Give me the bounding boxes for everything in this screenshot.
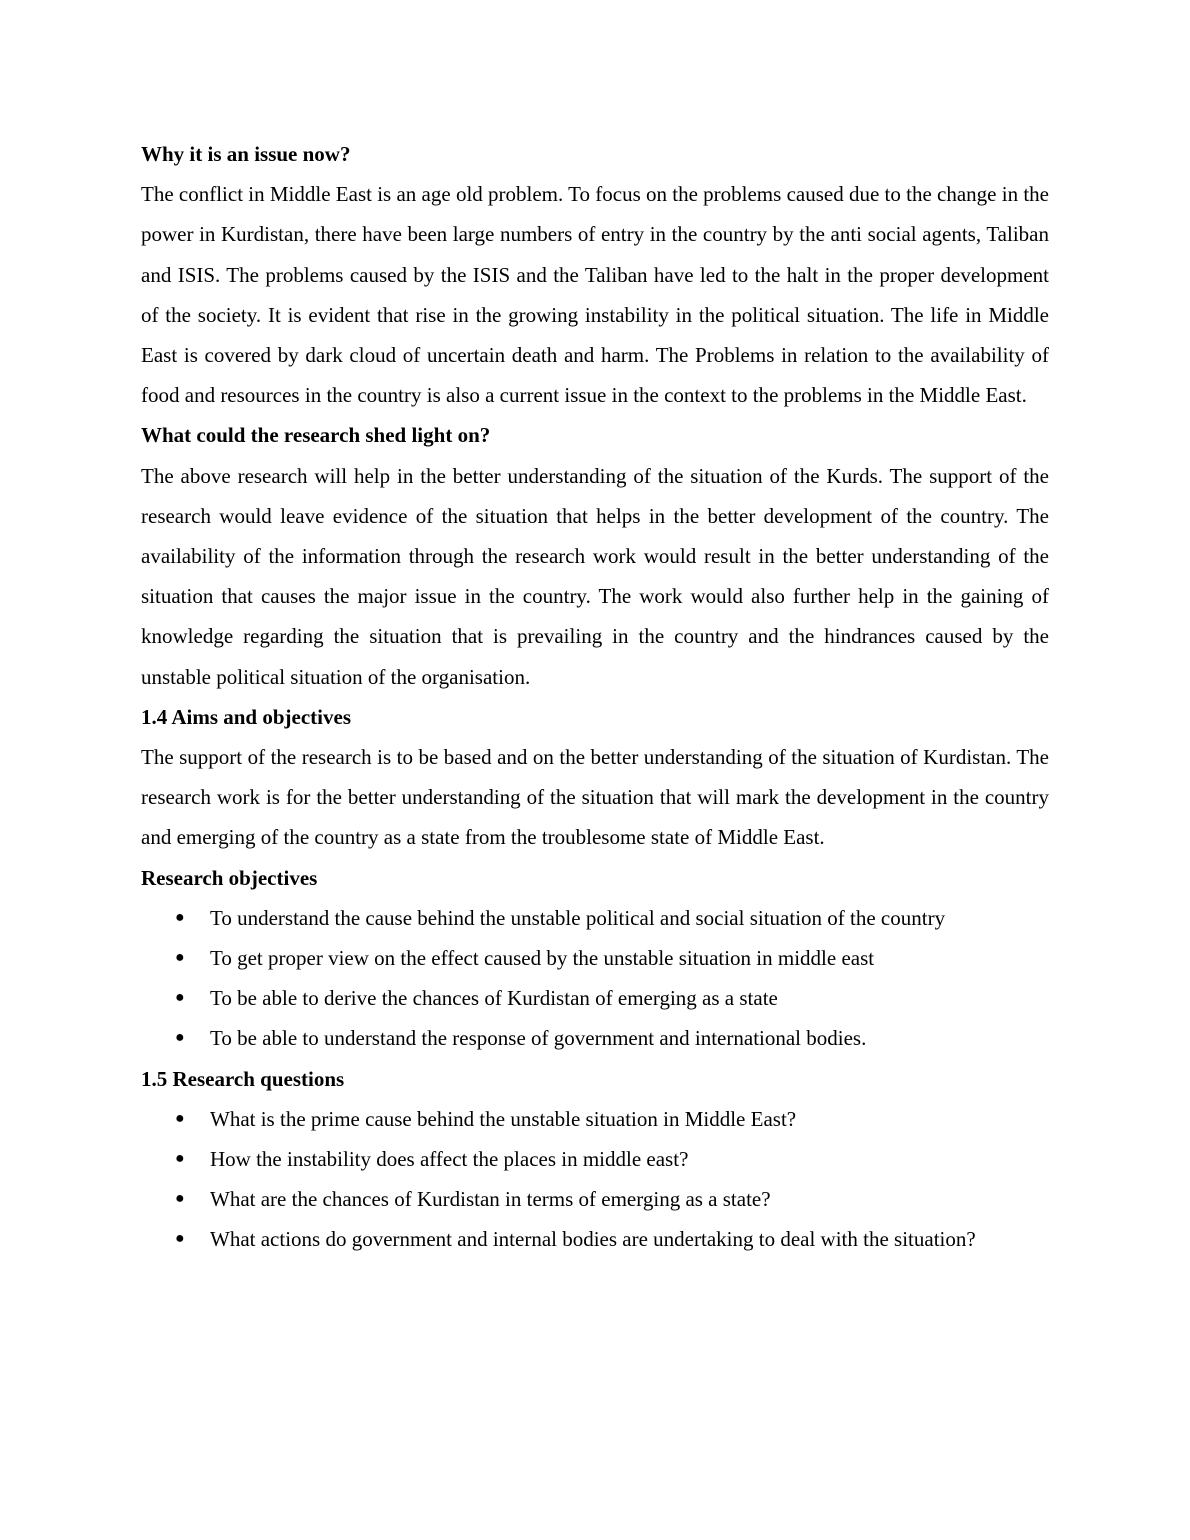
- list-item: [141, 1179, 1049, 1219]
- bullet-icon: ●: [175, 1230, 185, 1248]
- paragraph-aims-objectives: The support of the research is to be based and on the better understanding of the situation of Kurdistan. The research work is for the better understanding of the situation that will mark the development in the country and emerging of the country as a state from the troublesome state of Middle East.: [141, 745, 1049, 850]
- research-questions-list: [141, 1099, 1049, 1260]
- bullet-icon: ●: [175, 1109, 185, 1127]
- list-item-text: To get proper view on the effect caused by the unstable situation in middle east: [210, 946, 875, 971]
- list-item-text: What are the chances of Kurdistan in terms of emerging as a state?: [210, 1187, 771, 1212]
- list-item: [141, 1099, 1049, 1139]
- list-item: [141, 898, 1049, 938]
- list-item-text: What is the prime cause behind the unstable situation in Middle East?: [210, 1106, 797, 1131]
- bullet-icon: ●: [175, 908, 185, 926]
- bullet-icon: ●: [175, 1150, 185, 1168]
- heading-aims-objectives: 1.4 Aims and objectives: [141, 704, 351, 729]
- document-page: [141, 134, 1049, 1260]
- list-item-text: To understand the cause behind the unstable political and social situation of the country: [210, 905, 946, 930]
- heading-why-issue-now: Why it is an issue now?: [141, 142, 351, 166]
- paragraph-why-issue-now: The conflict in Middle East is an age old problem. To focus on the problems caused due to the change in the power in Kurdistan, there have been large numbers of entry in the country by the anti social agents, Taliban and ISIS. The problems caused by the ISIS and the Taliban have led to the halt in the proper development of the society. It is evident that rise in the growing instability in the political situation. The life in Middle East is covered by dark cloud of uncertain death and harm. The Problems in relation to the availability of food and resources in the country is also a current issue in the context to the problems in the Middle East.: [141, 182, 1049, 408]
- list-item: [141, 1139, 1049, 1179]
- list-item-text: To be able to understand the response of government and international bodies.: [210, 1026, 867, 1051]
- list-item-text: What actions do government and internal bodies are undertaking to deal with the situation?: [210, 1227, 976, 1252]
- heading-research-objectives: Research objectives: [141, 865, 318, 890]
- list-item: [141, 978, 1049, 1018]
- heading-research-shed-light: What could the research shed light on?: [141, 423, 491, 448]
- list-item: [141, 938, 1049, 978]
- list-item-text: To be able to derive the chances of Kurdistan of emerging as a state: [210, 986, 778, 1011]
- bullet-icon: ●: [175, 1190, 185, 1208]
- bullet-icon: ●: [175, 949, 185, 967]
- bullet-icon: ●: [175, 989, 185, 1007]
- paragraph-research-shed-light: The above research will help in the better understanding of the situation of the Kurds. The support of the research would leave evidence of the situation that helps in the better development of the country. The availability of the information through the research work would result in the better understanding of the situation that causes the major issue in the country. The work would also further help in the gaining of knowledge regarding the situation that is prevailing in the country and the hindrances caused by the unstable political situation of the organisation.: [141, 463, 1049, 689]
- heading-research-questions: 1.5 Research questions: [141, 1066, 345, 1091]
- research-objectives-list: [141, 898, 1049, 1059]
- list-item-text: How the instability does affect the places in middle east?: [210, 1147, 689, 1172]
- bullet-icon: ●: [175, 1029, 185, 1047]
- list-item: [141, 1219, 1049, 1259]
- list-item: [141, 1018, 1049, 1058]
